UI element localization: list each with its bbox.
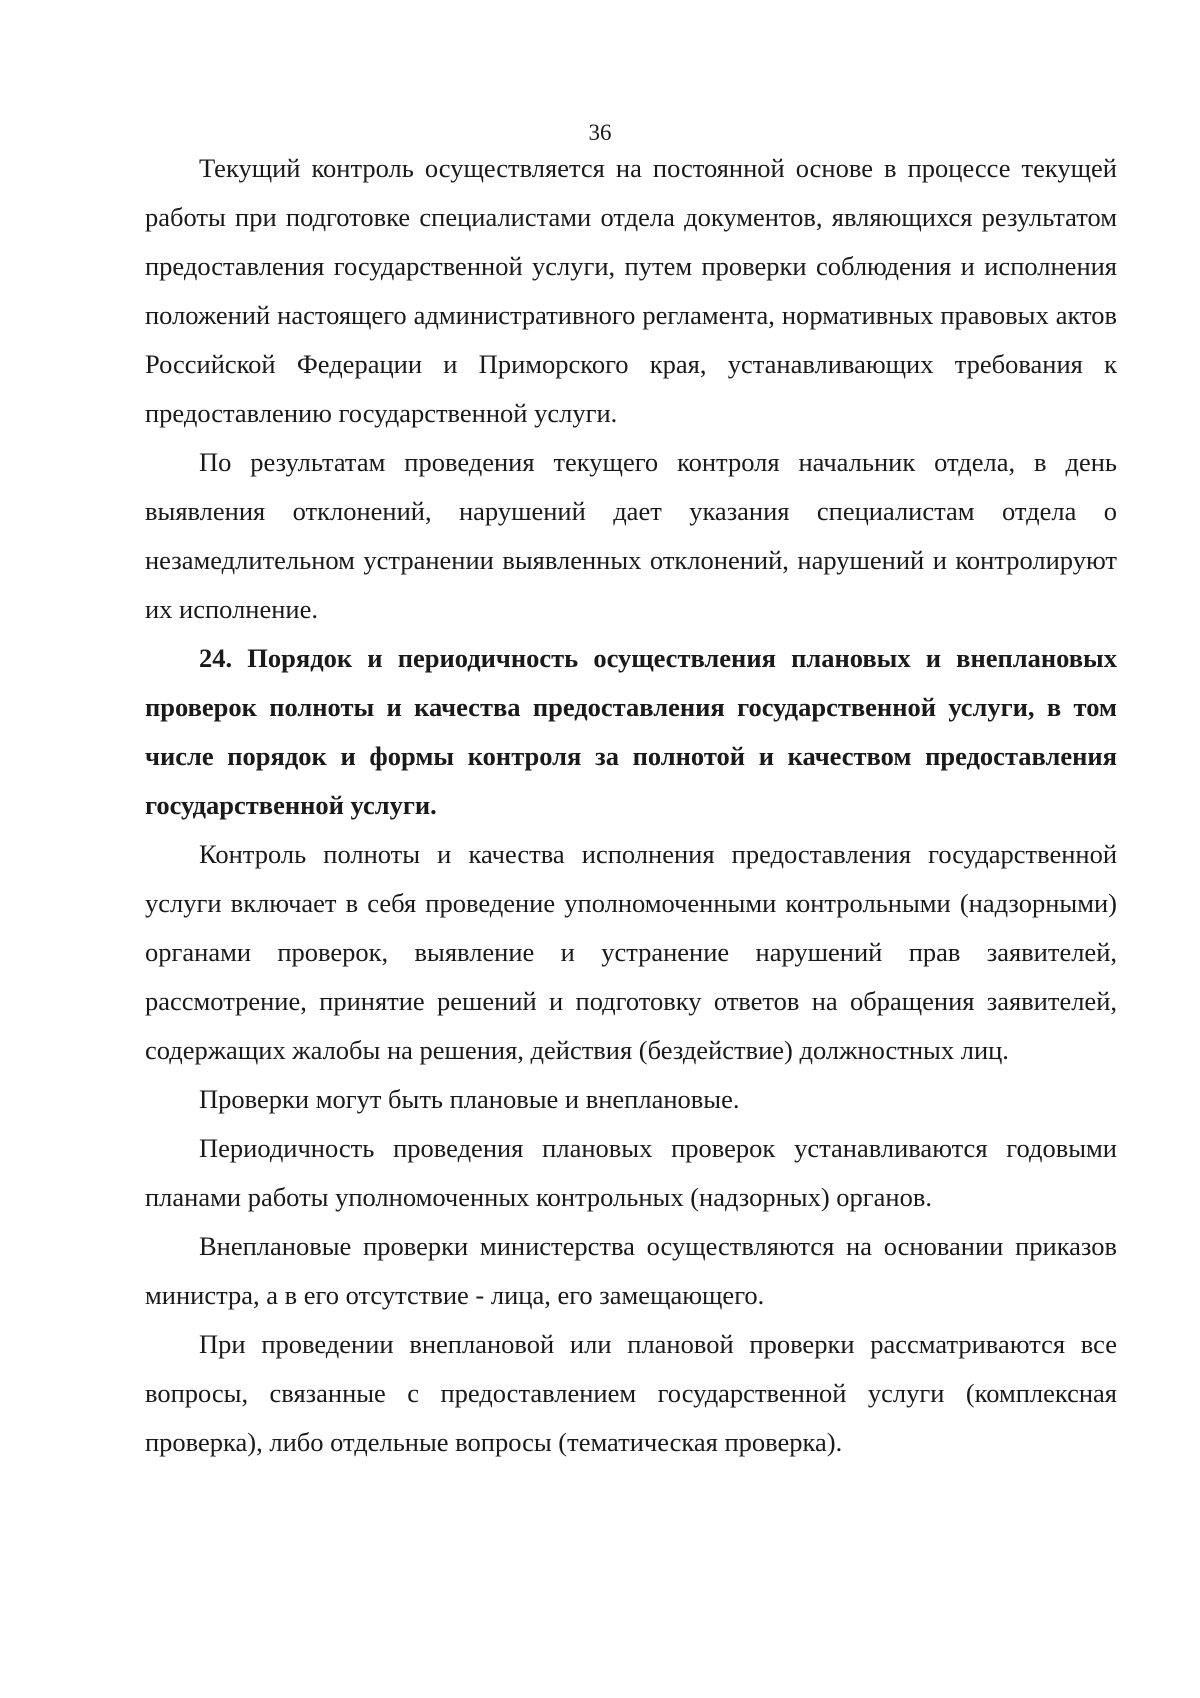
paragraph-control-results: По результатам проведения текущего контроля начальник отдела, в день выявления отклонений, нарушений дает указания специалистам отдела о незамедлительном устранении выявленных отклонений, нарушений и контролируют их исполнение. [145, 447, 1117, 624]
paragraph-current-control: Текущий контроль осуществляется на постоянной основе в процессе текущей работы при подготовке специалистами отдела документов, являющихся результатом предоставления государственной услуги, путем проверки соблюдения и исполнения положений настоящего административного регламента, нормативных правовых актов Российской Федерации и Приморского края, устанавливающих требования к предоставлению государственной услуги. [145, 153, 1117, 428]
document-body [145, 144, 1117, 1467]
paragraph-unscheduled-inspections: Внеплановые проверки министерства осуществляются на основании приказов министра, а в его отсутствие - лица, его замещающего. [145, 1231, 1117, 1310]
paragraph-inspection-frequency: Периодичность проведения плановых проверок устанавливаются годовыми планами работы уполномоченных контрольных (надзорных) органов. [145, 1133, 1117, 1212]
paragraph-inspection-scope: При проведении внеплановой или плановой проверки рассматриваются все вопросы, связанные с предоставлением государственной услуги (комплексная проверка), либо отдельные вопросы (тематическая проверка). [145, 1329, 1117, 1457]
paragraph-quality-control: Контроль полноты и качества исполнения предоставления государственной услуги включает в себя проведение уполномоченными контрольными (надзорными) органами проверок, выявление и устранение нарушений прав заявителей, рассмотрение, принятие решений и подготовку ответов на обращения заявителей, содержащих жалобы на решения, действия (бездействие) должностных лиц. [145, 839, 1117, 1065]
section-heading-24: 24. Порядок и периодичность осуществления плановых и внеплановых проверок полноты и качества предоставления государственной услуги, в том числе порядок и формы контроля за полнотой и качеством предоставления государственной услуги. [145, 643, 1117, 820]
paragraph-inspection-types: Проверки могут быть плановые и внеплановые. [199, 1084, 740, 1114]
page-number: 36 [588, 120, 612, 145]
